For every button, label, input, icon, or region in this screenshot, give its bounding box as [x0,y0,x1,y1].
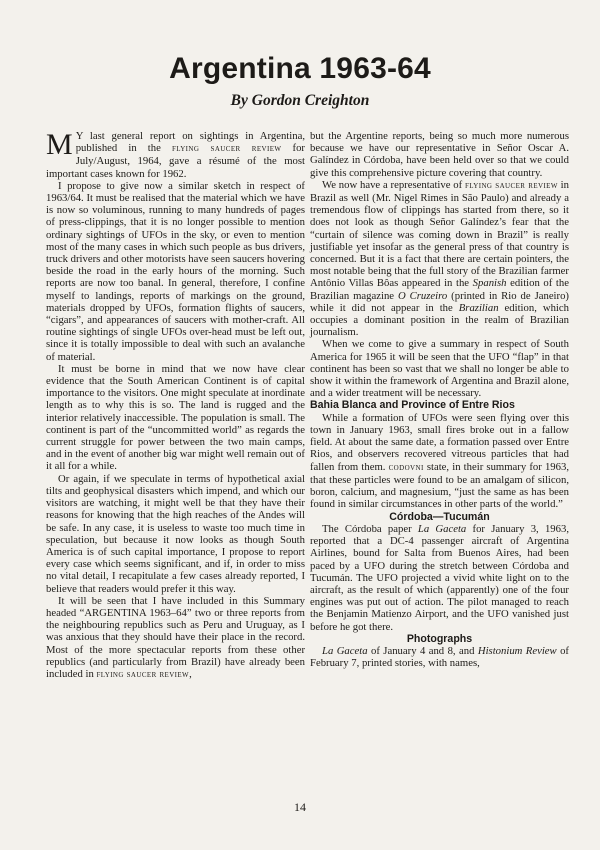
section-heading: Photographs [406,632,473,645]
italic-text: La Gaceta [417,522,467,535]
magazine-name: flying saucer review [465,179,558,191]
text-run: Y last general report on sightings in Argentina, published in the [75,130,305,155]
text-run: for January 3, 1963, reported that a DC-4 passenger aircraft of Argentina Airlines, bound for Salta from Buenos Aires, had been paced by a UFO during the stretch between Córdoba and Tucumán. The UFO projected a vivid white light on to the aircraft, as the result of which (apparently) one of the four engines was put out of action. The pilot managed to reach the Benjamin Matienzo Airport, and the UFO vanished just before he got there. [310,522,570,633]
text-run: The Córdoba paper [322,522,418,535]
paragraph: but the Argentine reports, being so much more numerous because we have our representative in Señor Oscar A. Galíndez in Córdoba, have been held over so that we could give this comprehensive picture covering that country. [310,130,569,179]
text-run: , [189,667,192,680]
paragraph: I propose to give now a similar sketch in respect of 1963/64. It must be realised that the material which we have is now so voluminous, running to many hundreds of pages of press-clippings, that it is no longer possible to mention ordinary sightings of UFOs in the sky, or even to mention most of the many cases in which such people as bus drivers, truck drivers and other motorists have seen saucers hovering beside the road in the early hours of the morning. Such reports are now too banal. In general, therefore, I confine myself to landings, reports of markings on the ground, materials dropped by UFOs, formation flights of saucers, “cigars”, and appearances of saucers with mother-craft. All routine sightings of single UFOs over-head must be left out, since it is totally impossible to deal with such an avalanche of material. [46,179,305,363]
paragraph [46,595,305,681]
paragraph [310,523,569,633]
italic-text: O Cruzeiro [397,289,448,302]
paragraph: Or again, if we speculate in terms of hypothetical axial tilts and geophysical disasters which impend, and which our visitors are watching, it might well be that they have their reasons for knowing that the high reaches of the Andes will be safe. In any case, it is useless to waste too much time in speculation, but because it now looks as though South America is of such capital importance, I propose to report every case which seems significant, and if, in order to miss no vital detail, I recapitulate a few cases already reported, I believe that readers would prefer it this way. [46,472,305,595]
italic-text: Spanish [472,277,507,290]
section-heading: Córdoba—Tucumán [389,510,490,523]
page-number: 14 [294,800,306,814]
text-run: (printed in Rio de Janeiro) while it did not appear in the [310,289,569,314]
organisation-name: codovni [388,461,424,473]
text-run: While a formation of UFOs were seen flying over this town in January 1963, small fires broke out in a fallow field. At about the same date, a formation passed over Entre Rios, and observers recovered vitreous particles that had fallen from them. [310,411,569,473]
text-run: It will be seen that I have included in this Summary headed “ARGENTINA 1963–64” two or three reports from the neighbouring republics such as Peru and Uruguay, as I was anxious that they should have their place in the record. Most of the more spectacular reports from these other republics (and particularly from Brazil) have already been included in [46,594,305,680]
article-byline: By Gordon Creighton [230,92,370,109]
paragraph: It must be borne in mind that we now have clear evidence that the South American Continent is of capital importance to the visitors. One might speculate at inordinate length as to why this is so. The land is rugged and the interior relatively inaccessible. The population is small. The continent is part of the “uncommitted world” as regards the current struggle for power between the two main camps, and in the event of another big war might well remain out of it all for a while. [46,362,305,473]
italic-text: La Gaceta [322,645,368,658]
text-run: edition, which occupies a dominant position in the realm of Brazilian journalism. [310,301,569,339]
text-run: edition of the Brazilian magazine [310,277,569,302]
magazine-name: flying saucer review [96,668,190,680]
text-run: in Brazil as well (Mr. Nigel Rimes in São Paulo) and already a tremendous flow of clippings has started from there, so it does not look as though Señor Galíndez’s fear that the “curtain of silence was coming down in Brazil” is really justifiable yet insofar as the general press of that country is concerned. But it is a fact that there are certain pointers, the most notable being that the full story of the Brazilian farmer Antônio Villas Bôas appeared in the [310,178,569,290]
paragraph [46,130,305,180]
section-heading: Bahia Blanca and Province of Entre Rios [310,399,515,412]
paragraph [310,645,569,669]
text-run: of January 4 and 8, and [367,645,478,658]
italic-text: Brazilian [458,301,499,314]
italic-text: Histonium Review [477,645,557,658]
paragraph [310,412,569,511]
text-run: for July/August, 1964, gave a résumé of the most important cases known for 1962. [46,142,305,180]
left-column [46,130,305,681]
right-column [310,130,569,670]
text-run: state, in their summary for 1963, that these particles were found to be an amalgam of silicon, boron, calcium, and magnesium, “just the same as has been found in similar circumstances in other parts of the world.” [310,460,569,511]
magazine-name: flying saucer review [171,143,282,155]
text-run: We now have a representative of [322,178,465,191]
paragraph [310,179,569,339]
text-run: of February 7, printed stories, with names, [310,645,569,670]
drop-cap: M [46,128,73,161]
article-title: Argentina 1963-64 [169,52,431,85]
paragraph: When we come to give a summary in respect of South America for 1965 it will be seen that the UFO “flap” in that continent has been so vast that we shall no longer be able to show it within the framework of Argentina and Brazil alone, and a wider treatment will be necessary. [310,338,569,400]
